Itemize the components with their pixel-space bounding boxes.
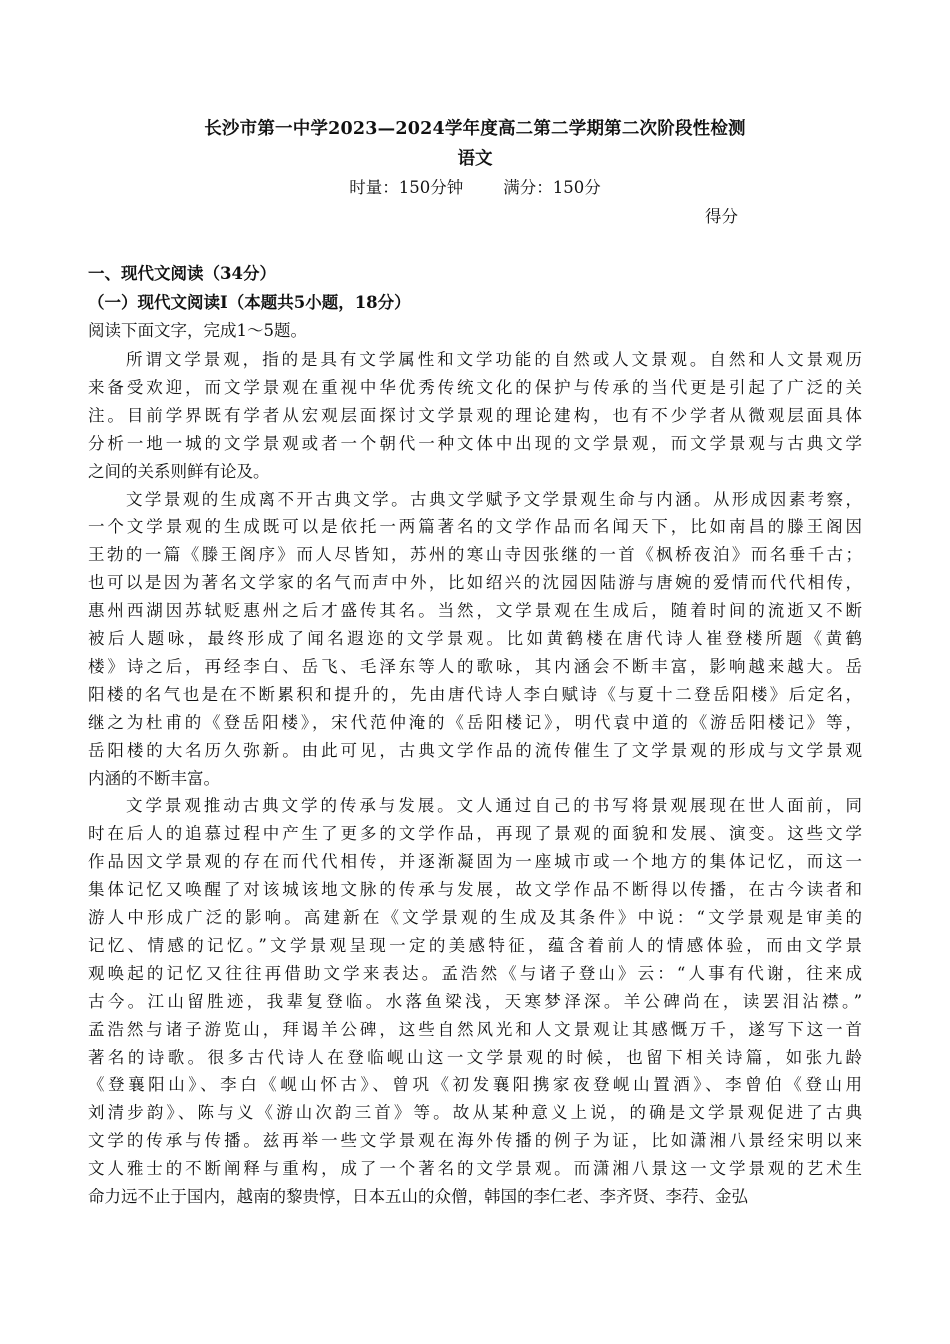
- exam-duration: 时量：150分钟: [349, 178, 464, 197]
- passage-line: 文学的传承与传播。兹再举一些文学景观在海外传播的例子为证，比如潇湘八景经宋明以来: [88, 1131, 862, 1151]
- score-label: 得分: [705, 207, 738, 226]
- passage-line: 《登襄阳山》、李白《岘山怀古》、曾巩《初发襄阳携家夜登岘山置酒》、李曾伯《登山用: [88, 1075, 862, 1095]
- passage-line: 记忆、情感的记忆。”文学景观呈现一定的美感特征，蕴含着前人的情感体验，而由文学景: [88, 935, 862, 955]
- passage-line: 文学景观的生成离不开古典文学。古典文学赋予文学景观生命与内涵。从形成因素考察，: [126, 489, 862, 509]
- passage-line: 集体记忆又唤醒了对该城该地文脉的传承与发展，故文学作品不断得以传播，在古今读者和: [88, 880, 862, 900]
- passage-line: 文人雅士的不断阐释与重构，成了一个著名的文学景观。而潇湘八景这一文学景观的艺术生: [88, 1159, 862, 1179]
- passage-line: 孟浩然与诸子游览山，拜谒羊公碑，这些自然风光和人文景观让其感慨万千，遂写下这一首: [88, 1019, 862, 1039]
- section-heading: 一、现代文阅读（34分）: [88, 264, 276, 283]
- subject-title: 语文: [457, 149, 493, 169]
- passage-line: 一个文学景观的生成既可以是依托一两篇著名的文学作品而名闻天下，比如南昌的滕王阁因: [88, 517, 862, 537]
- passage-line: 被后人题咏，最终形成了闻名遐迩的文学景观。比如黄鹤楼在唐代诗人崔登楼所题《黄鹤: [88, 629, 862, 648]
- passage-line: 王勃的一篇《滕王阁序》而人尽皆知，苏州的寒山寺因张继的一首《枫桥夜泊》而名垂千古；: [88, 545, 862, 565]
- passage-line: 之间的关系则鲜有论及。: [88, 461, 270, 481]
- passage-line: 刘清步韵》、陈与义《游山次韵三首》等。故从某种意义上说，的确是文学景观促进了古典: [88, 1103, 862, 1123]
- exam-full-score: 满分：150分: [503, 178, 601, 197]
- passage-line: 岳阳楼的大名历久弥新。由此可见，古典文学作品的流传催生了文学景观的形成与文学景观: [88, 740, 862, 760]
- subsection-heading: （一）现代文阅读Ⅰ（本题共5小题，18分）: [88, 293, 411, 312]
- passage-line: 内涵的不断丰富。: [88, 768, 220, 788]
- passage-line: 楼》诗之后，再经李白、岳飞、毛泽东等人的歌咏，其内涵会不断丰富，影响越来越大。岳: [88, 656, 862, 676]
- passage-line: 所谓文学景观，指的是具有文学属性和文学功能的自然或人文景观。自然和人文景观历: [126, 350, 862, 369]
- passage-line: 分析一地一城的文学景观或者一个朝代一种文体中出现的文学景观，而文学景观与古典文学: [88, 433, 862, 453]
- passage-line: 继之为杜甫的《登岳阳楼》，宋代范仲淹的《岳阳楼记》，明代袁中道的《游岳阳楼记》等，: [88, 712, 862, 732]
- passage-line: 古今。江山留胜迹，我辈复登临。水落鱼梁浅，天寒梦泽深。羊公碑尚在，读罢泪沾襟。”: [88, 991, 862, 1011]
- exam-meta: [0, 175, 950, 201]
- passage-line: 惠州西湖因苏轼贬惠州之后才盛传其名。当然，文学景观在生成后，随着时间的流逝又不断: [88, 601, 862, 621]
- passage-line: 观唤起的记忆又往往再借助文学来表达。孟浩然《与诸子登山》云：“人事有代谢，往来成: [88, 963, 862, 983]
- passage-line: 阳楼的名气也是在不断累积和提升的，先由唐代诗人李白赋诗《与夏十二登岳阳楼》后定名，: [88, 684, 862, 704]
- passage-line: 命力远不止于国内，越南的黎贵惇，日本五山的众僧，韩国的李仁老、李齐贤、李荇、金弘: [88, 1187, 748, 1206]
- passage-line: 来备受欢迎，而文学景观在重视中华优秀传统文化的保护与传承的当代更是引起了广泛的关: [88, 377, 862, 397]
- passage-line: 文学景观推动古典文学的传承与发展。文人通过自己的书写将景观展现在世人面前，同: [126, 796, 862, 816]
- passage-line: 游人中形成广泛的影响。高建新在《文学景观的生成及其条件》中说：“文学景观是审美的: [88, 908, 862, 927]
- passage-line: 著名的诗歌。很多古代诗人在登临岘山这一文学景观的时候，也留下相关诗篇，如张九龄: [88, 1047, 862, 1067]
- exam-title: 长沙市第一中学2023—2024学年度高二第二学期第二次阶段性检测: [204, 119, 746, 139]
- passage-line: 也可以是因为著名文学家的名气而声中外，比如绍兴的沈园因陆游与唐婉的爱情而代代相传，: [88, 573, 862, 593]
- reading-instruction: 阅读下面文字，完成1～5题。: [88, 321, 307, 340]
- passage-line: 作品因文学景观的存在而代代相传，并逐渐凝固为一座城市或一个地方的集体记忆，而这一: [88, 852, 862, 872]
- passage-line: 时在后人的追慕过程中产生了更多的文学作品，再现了景观的面貌和发展、演变。这些文学: [88, 824, 862, 844]
- passage-line: 注。目前学界既有学者从宏观层面探讨文学景观的理论建构，也有不少学者从微观层面具体: [88, 405, 862, 425]
